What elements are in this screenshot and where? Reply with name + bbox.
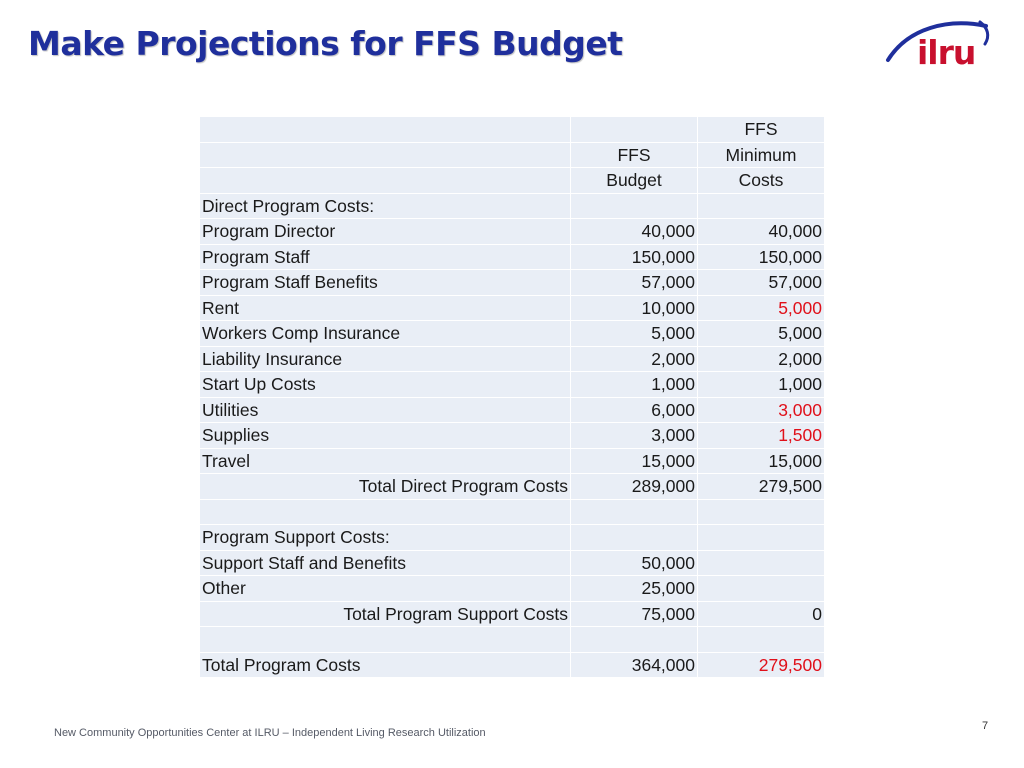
budget-value: 1,000 bbox=[571, 372, 698, 398]
minimum-cost-value: 150,000 bbox=[698, 245, 825, 271]
budget-value: 3,000 bbox=[571, 423, 698, 449]
minimum-cost-value: 5,000 bbox=[698, 321, 825, 347]
budget-value: 150,000 bbox=[571, 245, 698, 271]
row-label: Workers Comp Insurance bbox=[200, 321, 571, 347]
row-label: Program Staff bbox=[200, 245, 571, 271]
row-label: Liability Insurance bbox=[200, 347, 571, 373]
minimum-cost-value bbox=[698, 500, 825, 526]
minimum-cost-value bbox=[698, 551, 825, 577]
table-row bbox=[200, 270, 825, 296]
table-row bbox=[200, 551, 825, 577]
budget-value: 5,000 bbox=[571, 321, 698, 347]
row-label: Other bbox=[200, 576, 571, 602]
table-row bbox=[200, 602, 825, 628]
page-number: 7 bbox=[982, 720, 989, 732]
minimum-cost-value: 279,500 bbox=[698, 653, 825, 679]
ilru-logo bbox=[884, 14, 994, 74]
row-label bbox=[200, 627, 571, 653]
table-row bbox=[200, 347, 825, 373]
header-label-cell bbox=[200, 143, 571, 169]
minimum-cost-value: 15,000 bbox=[698, 449, 825, 475]
budget-value bbox=[571, 627, 698, 653]
budget-table bbox=[200, 117, 825, 678]
row-label: Total Program Support Costs bbox=[200, 602, 571, 628]
header-min-cell: Minimum bbox=[698, 143, 825, 169]
header-label-cell bbox=[200, 117, 571, 143]
table-row bbox=[200, 296, 825, 322]
row-label: Utilities bbox=[200, 398, 571, 424]
header-min-cell: Costs bbox=[698, 168, 825, 194]
budget-value: 364,000 bbox=[571, 653, 698, 679]
table-row bbox=[200, 500, 825, 526]
header-label-cell bbox=[200, 168, 571, 194]
row-label: Total Program Costs bbox=[200, 653, 571, 679]
row-label: Start Up Costs bbox=[200, 372, 571, 398]
minimum-cost-value: 5,000 bbox=[698, 296, 825, 322]
minimum-cost-value: 3,000 bbox=[698, 398, 825, 424]
header-row bbox=[200, 143, 825, 169]
row-label: Program Support Costs: bbox=[200, 525, 571, 551]
minimum-cost-value bbox=[698, 627, 825, 653]
minimum-cost-value: 40,000 bbox=[698, 219, 825, 245]
footer-text: New Community Opportunities Center at ILRU – Independent Living Research Utilization bbox=[54, 727, 486, 739]
row-label: Program Director bbox=[200, 219, 571, 245]
row-label: Direct Program Costs: bbox=[200, 194, 571, 220]
row-label: Travel bbox=[200, 449, 571, 475]
table-row bbox=[200, 627, 825, 653]
row-label: Program Staff Benefits bbox=[200, 270, 571, 296]
table-row bbox=[200, 321, 825, 347]
header-budget-cell: FFS bbox=[571, 143, 698, 169]
header-row bbox=[200, 168, 825, 194]
budget-value bbox=[571, 500, 698, 526]
header-min-cell: FFS bbox=[698, 117, 825, 143]
budget-value bbox=[571, 194, 698, 220]
budget-value: 57,000 bbox=[571, 270, 698, 296]
header-budget-cell: Budget bbox=[571, 168, 698, 194]
minimum-cost-value: 0 bbox=[698, 602, 825, 628]
budget-value: 25,000 bbox=[571, 576, 698, 602]
minimum-cost-value bbox=[698, 525, 825, 551]
table-row bbox=[200, 398, 825, 424]
budget-value: 2,000 bbox=[571, 347, 698, 373]
logo-text: ilru bbox=[917, 33, 976, 72]
minimum-cost-value: 2,000 bbox=[698, 347, 825, 373]
table-row bbox=[200, 245, 825, 271]
budget-value: 10,000 bbox=[571, 296, 698, 322]
header-budget-cell bbox=[571, 117, 698, 143]
row-label: Supplies bbox=[200, 423, 571, 449]
table-row bbox=[200, 653, 825, 679]
header-row bbox=[200, 117, 825, 143]
table-row bbox=[200, 372, 825, 398]
table-row bbox=[200, 576, 825, 602]
budget-value: 6,000 bbox=[571, 398, 698, 424]
row-label: Rent bbox=[200, 296, 571, 322]
table-row bbox=[200, 219, 825, 245]
budget-value: 50,000 bbox=[571, 551, 698, 577]
minimum-cost-value: 1,500 bbox=[698, 423, 825, 449]
table-row bbox=[200, 423, 825, 449]
minimum-cost-value: 57,000 bbox=[698, 270, 825, 296]
table-row bbox=[200, 525, 825, 551]
slide-title: Make Projections for FFS Budget bbox=[28, 24, 623, 63]
minimum-cost-value: 279,500 bbox=[698, 474, 825, 500]
minimum-cost-value bbox=[698, 576, 825, 602]
row-label: Support Staff and Benefits bbox=[200, 551, 571, 577]
table-row bbox=[200, 474, 825, 500]
row-label bbox=[200, 500, 571, 526]
budget-value: 75,000 bbox=[571, 602, 698, 628]
budget-value bbox=[571, 525, 698, 551]
budget-value: 289,000 bbox=[571, 474, 698, 500]
budget-value: 15,000 bbox=[571, 449, 698, 475]
row-label: Total Direct Program Costs bbox=[200, 474, 571, 500]
minimum-cost-value bbox=[698, 194, 825, 220]
table-row bbox=[200, 449, 825, 475]
table-row bbox=[200, 194, 825, 220]
minimum-cost-value: 1,000 bbox=[698, 372, 825, 398]
budget-value: 40,000 bbox=[571, 219, 698, 245]
